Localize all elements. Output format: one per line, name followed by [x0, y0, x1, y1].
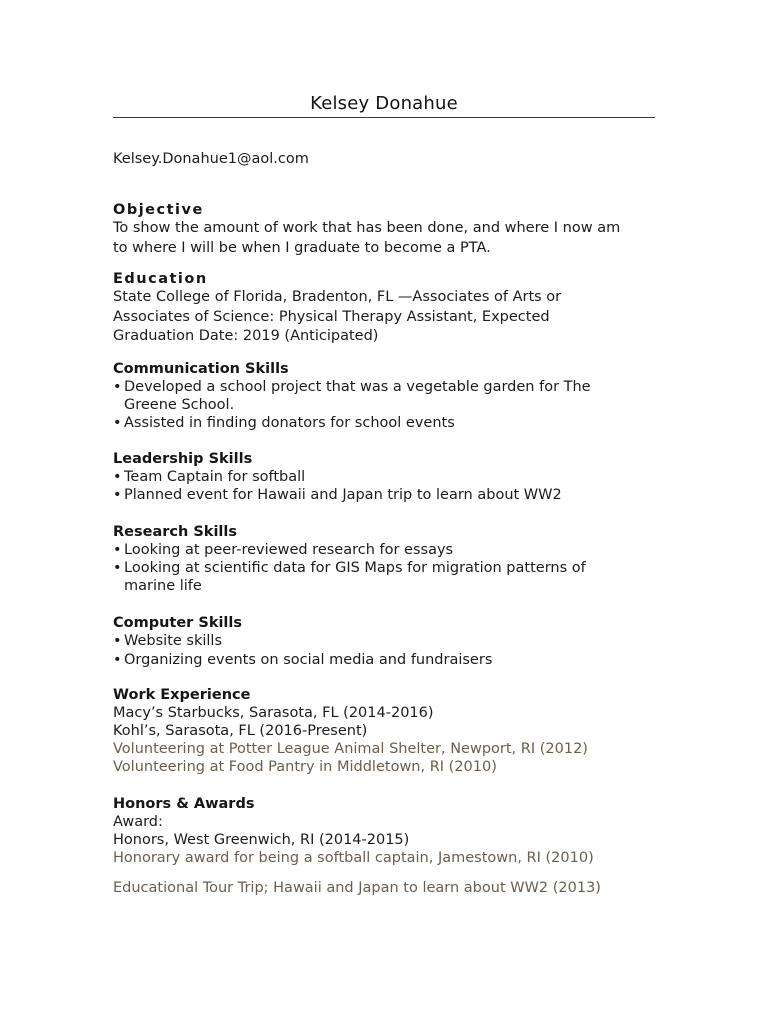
bullet-icon: •: [113, 469, 122, 485]
communication-heading: Communication Skills: [113, 361, 289, 377]
communication-section: [113, 360, 655, 432]
education-line: State College of Florida, Bradenton, FL —Associates of Arts or: [113, 289, 562, 305]
bullet-icon: •: [113, 633, 122, 649]
work-line: Macy’s Starbucks, Sarasota, FL (2014-2016): [113, 705, 434, 721]
education-heading: Education: [113, 271, 208, 287]
objective-line: To show the amount of work that has been done, and where I now am: [113, 220, 621, 236]
work-heading: Work Experience: [113, 687, 251, 703]
list-item: • Looking at scientific data for GIS Maps for migration patterns of marine life: [113, 560, 586, 594]
honors-section: [113, 795, 655, 897]
list-item: • Looking at peer-reviewed research for essays: [113, 542, 454, 558]
work-section: [113, 686, 655, 776]
honors-line: Honors, West Greenwich, RI (2014-2015): [113, 832, 410, 848]
honors-heading: Honors & Awards: [113, 796, 255, 812]
computer-section: [113, 614, 655, 669]
work-line: Kohl’s, Sarasota, FL (2016-Present): [113, 723, 368, 739]
objective-line: to where I will be when I graduate to become a PTA.: [113, 239, 491, 256]
bullet-icon: •: [113, 379, 122, 395]
education-line: Associates of Science: Physical Therapy Assistant, Expected: [113, 308, 550, 325]
list-item: • Assisted in finding donators for school events: [113, 415, 455, 431]
education-section: [113, 270, 655, 347]
research-section: [113, 523, 655, 595]
header-rule: [113, 117, 655, 118]
objective-heading: Objective: [113, 202, 204, 218]
list-item: • Planned event for Hawaii and Japan trip to learn about WW2: [113, 487, 562, 503]
computer-heading: Computer Skills: [113, 615, 243, 631]
bullet-icon: •: [113, 652, 122, 668]
list-item: • Developed a school project that was a vegetable garden for The Greene School.: [113, 379, 591, 413]
research-heading: Research Skills: [113, 524, 237, 540]
honors-line: Award:: [113, 814, 163, 830]
resume-name: Kelsey Donahue: [310, 93, 458, 114]
list-item: • Website skills: [113, 633, 223, 649]
leadership-section: [113, 450, 655, 504]
list-item: • Organizing events on social media and fundraisers: [113, 652, 493, 668]
bullet-icon: •: [113, 415, 122, 431]
work-line: Volunteering at Potter League Animal Shelter, Newport, RI (2012): [113, 741, 588, 757]
list-item: • Team Captain for softball: [113, 469, 306, 485]
bullet-icon: •: [113, 487, 122, 503]
bullet-icon: •: [113, 560, 122, 576]
work-line: Volunteering at Food Pantry in Middletown, RI (2010): [113, 759, 497, 775]
honors-line: Honorary award for being a softball captain, Jamestown, RI (2010): [113, 850, 594, 866]
email-address: Kelsey.Donahue1@aol.com: [113, 151, 309, 167]
objective-section: [113, 201, 655, 258]
bullet-icon: •: [113, 542, 122, 558]
education-line: Graduation Date: 2019 (Anticipated): [113, 328, 379, 344]
leadership-heading: Leadership Skills: [113, 451, 253, 467]
honors-line: Educational Tour Trip; Hawaii and Japan to learn about WW2 (2013): [113, 880, 601, 896]
